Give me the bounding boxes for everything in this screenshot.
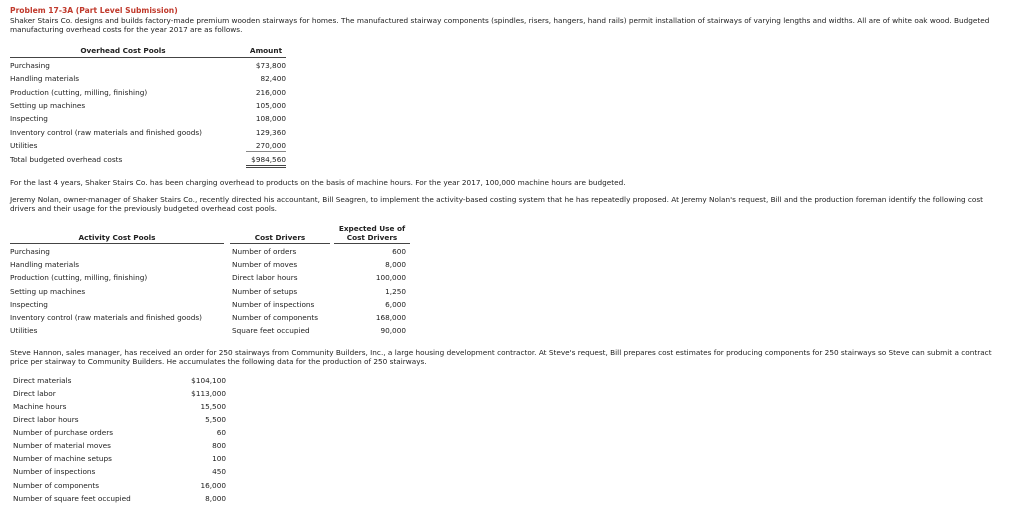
overhead-total-double-rule <box>246 165 286 166</box>
production-row-value: 60 <box>216 428 226 437</box>
production-row-value: 8,000 <box>205 494 226 503</box>
production-row-value: $113,000 <box>191 389 226 398</box>
production-row-value: $104,100 <box>191 376 226 385</box>
overhead-row-label: Inventory control (raw materials and finished goods) <box>10 128 202 137</box>
abc-paragraph: Jeremy Nolan, owner-manager of Shaker Stairs Co., recently directed his accountant, Bill Seagren, to implement the activity-based costing system that he has repeatedly proposed. At Jeremy Nolan's request, Bill and the production foreman identify the following cost drivers and their usage for the previously budgeted overhead cost pools. <box>10 195 984 213</box>
activity-row-use: 600 <box>392 247 406 256</box>
overhead-row-amount: $73,800 <box>255 61 286 70</box>
activity-header-rule <box>10 243 224 244</box>
overhead-row-amount: 216,000 <box>255 88 286 97</box>
machine-hours-paragraph: For the last 4 years, Shaker Stairs Co. has been charging overhead to products on the basis of machine hours. For the year 2017, 100,000 machine hours are budgeted. <box>10 178 626 187</box>
activity-row-pool: Handling materials <box>10 260 80 269</box>
overhead-row-amount: 270,000 <box>255 141 286 150</box>
activity-header-pools: Activity Cost Pools <box>78 233 156 242</box>
overhead-header-pools: Overhead Cost Pools <box>80 46 166 55</box>
overhead-row-label: Setting up machines <box>10 101 86 110</box>
production-row-value: 100 <box>212 454 226 463</box>
overhead-row-amount: 129,360 <box>255 128 286 137</box>
production-row-label: Number of material moves <box>13 441 111 450</box>
activity-row-pool: Utilities <box>10 326 38 335</box>
activity-header-drivers: Cost Drivers <box>254 233 306 242</box>
production-row-label: Machine hours <box>13 402 67 411</box>
activity-header-rule <box>334 243 410 244</box>
overhead-header-amount: Amount <box>249 46 283 55</box>
activity-row-pool: Inspecting <box>10 300 48 309</box>
activity-row-use: 168,000 <box>375 313 406 322</box>
production-row-label: Direct labor <box>13 389 56 398</box>
production-row-value: 5,500 <box>205 415 226 424</box>
production-row-label: Number of purchase orders <box>13 428 114 437</box>
overhead-total-double-rule <box>246 167 286 168</box>
activity-row-driver: Number of setups <box>232 287 298 296</box>
overhead-row-amount: 108,000 <box>255 114 286 123</box>
production-row-label: Number of machine setups <box>13 454 112 463</box>
production-row-value: 15,500 <box>200 402 226 411</box>
production-row-value: 450 <box>212 467 226 476</box>
activity-row-use: 90,000 <box>380 326 406 335</box>
activity-header-cost-drivers: Cost Drivers <box>346 233 398 242</box>
activity-row-driver: Number of moves <box>232 260 298 269</box>
overhead-row-amount: 105,000 <box>255 101 286 110</box>
activity-row-use: 100,000 <box>375 273 406 282</box>
production-row-label: Number of components <box>13 481 100 490</box>
overhead-row-label: Production (cutting, milling, finishing) <box>10 88 148 97</box>
activity-row-driver: Number of orders <box>232 247 297 256</box>
overhead-header-rule <box>10 57 286 58</box>
overhead-row-label: Purchasing <box>10 61 50 70</box>
activity-row-use: 1,250 <box>385 287 406 296</box>
production-row-label: Number of inspections <box>13 467 96 476</box>
activity-header-expected-use: Expected Use of <box>338 224 406 233</box>
overhead-subtotal-rule <box>246 151 286 152</box>
order-paragraph: Steve Hannon, sales manager, has received an order for 250 stairways from Community Builders, Inc., a large housing development contractor. At Steve's request, Bill prepares cost estimates for producing components for 250 stairways so Steve can submit a contract price per stairway to Community Builders. He accumulates the following data for the production of 250 stairways. <box>10 348 992 366</box>
overhead-row-amount: 82,400 <box>260 74 286 83</box>
activity-row-use: 8,000 <box>385 260 406 269</box>
intro-paragraph: Shaker Stairs Co. designs and builds factory-made premium wooden stairways for homes. The manufactured stairway components (spindles, risers, hangers, hand rails) permit installation of stairways of varying lengths and widths. All are of white oak wood. Budgeted manufacturing overhead costs for the year 2017 are as follows. <box>10 16 990 34</box>
production-row-value: 800 <box>212 441 226 450</box>
activity-row-driver: Number of inspections <box>232 300 315 309</box>
overhead-row-label: Utilities <box>10 141 38 150</box>
activity-row-use: 6,000 <box>385 300 406 309</box>
activity-header-rule <box>230 243 330 244</box>
production-row-value: 16,000 <box>200 481 226 490</box>
overhead-row-label: Inspecting <box>10 114 48 123</box>
activity-row-driver: Direct labor hours <box>232 273 298 282</box>
activity-row-pool: Purchasing <box>10 247 50 256</box>
overhead-row-label: Handling materials <box>10 74 80 83</box>
activity-row-pool: Inventory control (raw materials and finished goods) <box>10 313 202 322</box>
problem-title: Problem 17-3A (Part Level Submission) <box>10 6 178 15</box>
activity-row-driver: Number of components <box>232 313 319 322</box>
production-row-label: Direct labor hours <box>13 415 79 424</box>
production-row-label: Number of square feet occupied <box>13 494 131 503</box>
activity-row-pool: Production (cutting, milling, finishing) <box>10 273 148 282</box>
production-row-label: Direct materials <box>13 376 72 385</box>
activity-row-driver: Square feet occupied <box>232 326 310 335</box>
overhead-total-label: Total budgeted overhead costs <box>10 155 123 164</box>
activity-row-pool: Setting up machines <box>10 287 86 296</box>
overhead-total-amount: $984,560 <box>251 155 286 164</box>
